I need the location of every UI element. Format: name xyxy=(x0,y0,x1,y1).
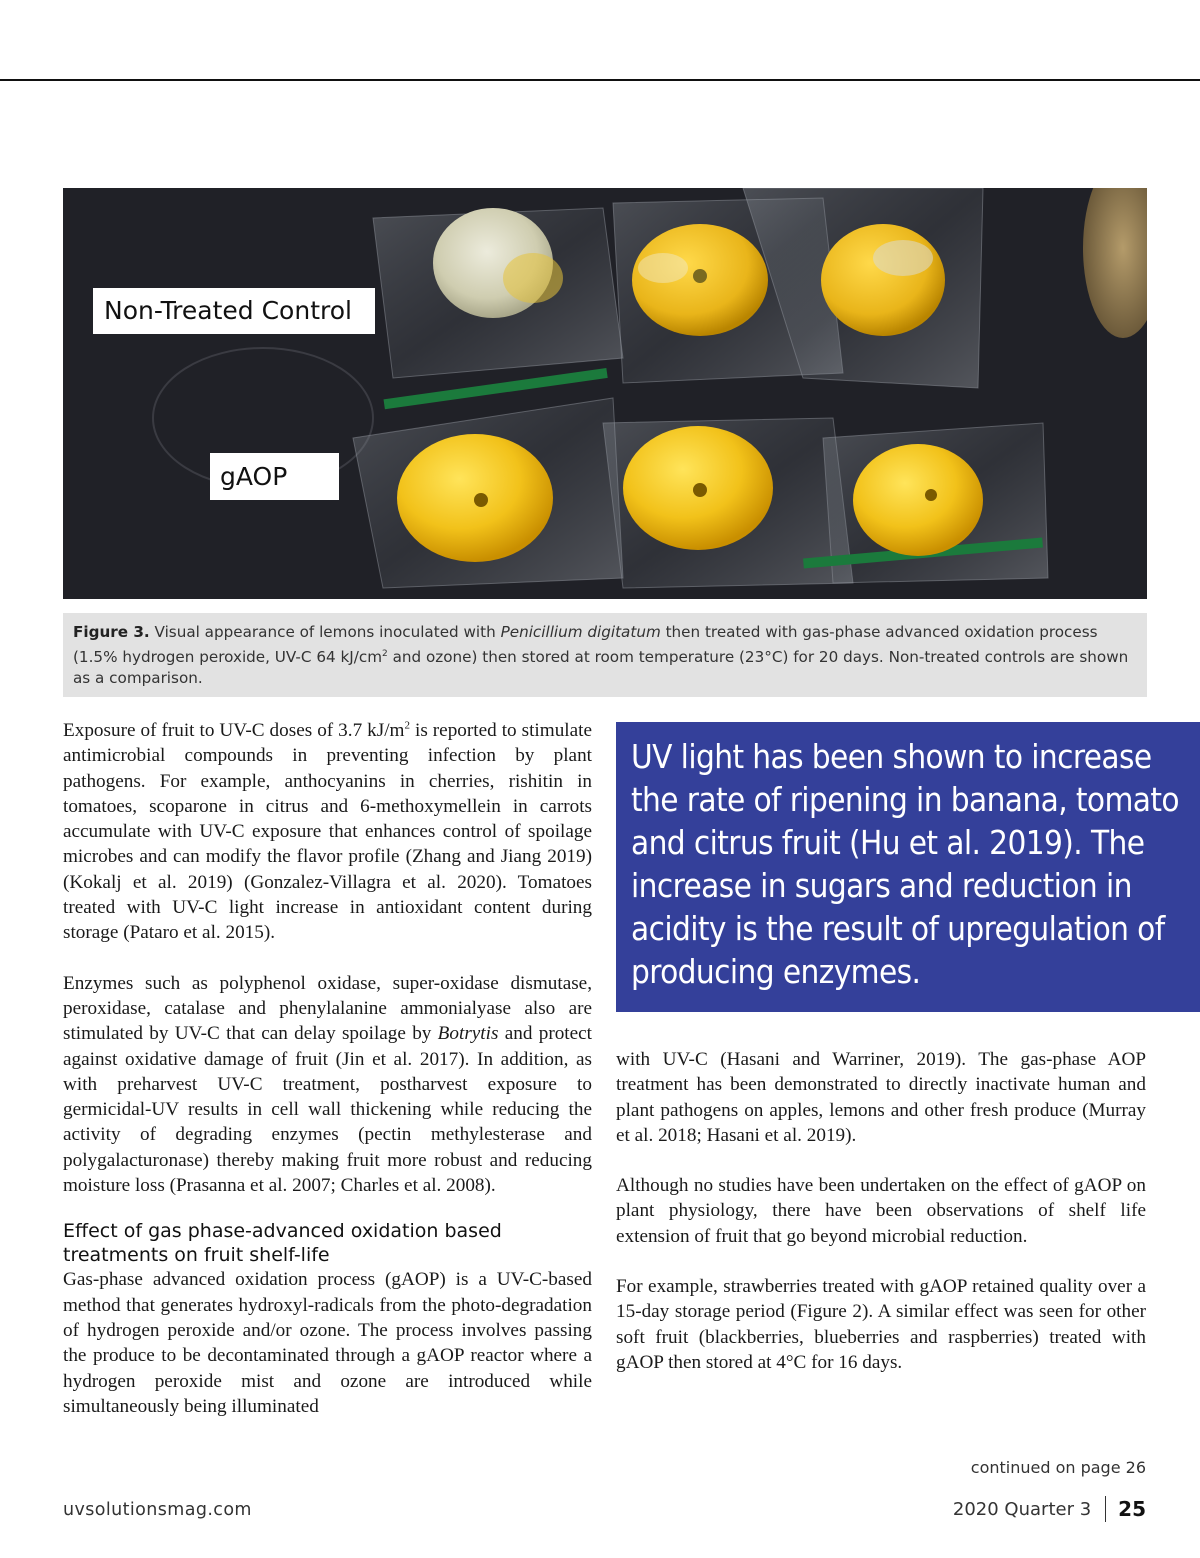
p2-text-b: and protect against oxidative damage of fruit (Jin et al. 2017). In addition, as with preharvest UV-C treatment, postharvest exposure to germicidal-UV results in cell wall thickening while reducing the activity of degrading enzymes (pectin methylesterase and polygalacturonase) thereby making fruit more robust and reducing moisture loss (Prasanna et al. 2007; Charles et al. 2008). xyxy=(63,1023,592,1197)
pull-quote: UV light has been shown to increase the rate of ripening in banana, tomato and citrus fruit (Hu et al. 2019). The increase in sugars and reduction in acidity is the result of upregulation of producing enzymes. xyxy=(616,722,1200,1012)
p1-text-b: is reported to stimulate antimicrobial compounds in preventing infection by plant pathogens. For example, anthocyanins in cherries, rishitin in tomatoes, scoparone in citrus and 6-methoxymellein in carrots accumulate with UV-C exposure that enhances control of spoilage microbes and can modify the flavor profile (Zhang and Jiang 2019) (Kokalj et al. 2019) (Gonzalez-Villagra et al. 2020). Tomatoes treated with UV-C light increase in antioxidant content during storage (Pataro et al. 2015). xyxy=(63,720,592,944)
lemons-illustration xyxy=(63,188,1147,599)
paragraph-strawberries: For example, strawberries treated with gAOP retained quality over a 15-day storage period (Figure 2). A similar effect was seen for other soft fruit (blackberries, blueberries and raspberries) treated with gAOP then stored at 4°C for 16 days. xyxy=(616,1276,1146,1373)
label-gaop: gAOP xyxy=(210,453,339,500)
paragraph-gaop: Gas-phase advanced oxidation process (gAOP) is a UV-C-based method that generates hydroxyl-radicals from the photo-degradation of hydrogen peroxide and/or ozone. The process involves passing the produce to be decontaminated through a gAOP reactor where a hydrogen peroxide mist and ozone are introduced while simultaneously being illuminated xyxy=(63,1269,592,1417)
footer-website: uvsolutionsmag.com xyxy=(63,1500,252,1520)
p1-superscript: 2 xyxy=(404,719,410,732)
p2-text-a: Enzymes such as polyphenol oxidase, super-oxidase dismutase, peroxidase, catalase and phenylalanine ammonialyase also are stimulated by UV-C that can delay spoilage by xyxy=(63,972,592,1045)
paragraph-hasani: with UV-C (Hasani and Warriner, 2019). The gas-phase AOP treatment has been demonstrated to directly inactivate human and plant pathogens on apples, lemons and other fresh produce (Murray et al. 2018; Hasani et al. 2019). xyxy=(616,1049,1146,1146)
figure-photo xyxy=(63,188,1147,599)
label-non-treated-control: Non-Treated Control xyxy=(93,288,375,334)
footer-separator xyxy=(1105,1496,1106,1522)
paragraph-plant-physiology: Although no studies have been undertaken on the effect of gAOP on plant physiology, there have been observations of shelf life extension of fruit that go beyond microbial reduction. xyxy=(616,1175,1146,1247)
continued-note: continued on page 26 xyxy=(970,1458,1146,1477)
issue-label: 2020 Quarter 3 xyxy=(952,1498,1092,1520)
right-column xyxy=(616,1047,1146,1375)
page-number: 25 xyxy=(1118,1497,1146,1521)
p1-text-a: Exposure of fruit to UV-C doses of 3.7 kJ/m xyxy=(63,720,405,741)
figure-caption xyxy=(63,613,1147,697)
paragraph-uvc-doses xyxy=(63,718,592,946)
section-heading: Effect of gas phase-advanced oxidation based treatments on fruit shelf-life xyxy=(63,1220,502,1267)
header-rule xyxy=(0,79,1200,81)
footer-issue xyxy=(953,1496,1146,1522)
left-column xyxy=(63,718,592,1419)
caption-text-2: then treated with gas-phase advanced oxidation process (1.5% hydrogen peroxide, UV-C 64 kJ/cm xyxy=(73,623,1098,666)
caption-text-1: Visual appearance of lemons inoculated with xyxy=(149,623,501,641)
caption-text-3: and ozone) then stored at room temperature (23°C) for 20 days. Non-treated controls are shown as a comparison. xyxy=(73,647,1129,688)
caption-species: Penicillium digitatum xyxy=(500,623,661,641)
caption-superscript: 2 xyxy=(382,648,388,659)
caption-title: Figure 3. xyxy=(73,623,150,641)
p2-italic: Botrytis xyxy=(437,1023,499,1045)
paragraph-enzymes xyxy=(63,971,592,1199)
